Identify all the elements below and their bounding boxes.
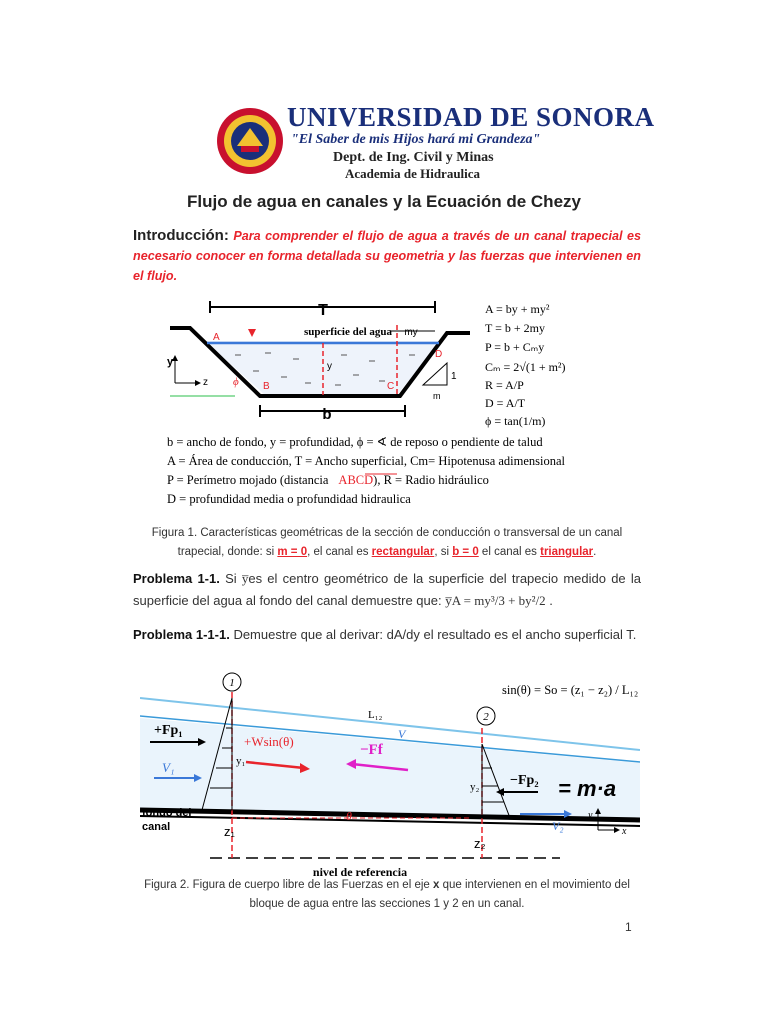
figure-1-caption: Figura 1. Características geométricas de la sección de conducción o transversal de un canal trapecial, donde: si m = 0, el canal es rectangular, si b = 0 el canal es triangular. bbox=[151, 527, 623, 558]
eq-hydraulic-radius: R = A/P bbox=[485, 378, 524, 392]
fig2-axis-y: y bbox=[588, 810, 593, 821]
force-fp2-label: −Fp₂ bbox=[510, 773, 539, 788]
label-b: b bbox=[322, 406, 332, 423]
figure-1-trapezoidal-section bbox=[165, 295, 645, 515]
eq-cm: Cₘ = 2√(1 + m²) bbox=[485, 360, 566, 374]
university-seal-logo bbox=[215, 106, 285, 176]
corner-c: C bbox=[387, 381, 395, 392]
letterhead bbox=[215, 100, 655, 181]
depth-y1-label: y₁ bbox=[236, 755, 246, 767]
problem-1-1-1-label: Problema 1-1-1. bbox=[133, 627, 230, 642]
intro-text: Para comprender el flujo de agua a través de un canal trapecial es necesario conocer en forma detallada su geometria y las fuerzas que intervienen en el flujo. bbox=[133, 229, 641, 283]
velocity-v1-label: V₁ bbox=[162, 760, 175, 775]
slope-label-1: 1 bbox=[451, 371, 457, 382]
symbol-definitions bbox=[167, 435, 566, 506]
eq-area: A = by + my² bbox=[485, 302, 550, 316]
z1-label: z₁ bbox=[224, 824, 235, 839]
introduction-paragraph bbox=[133, 226, 641, 286]
force-fp1-label: +Fp₁ bbox=[154, 723, 183, 738]
eq-phi: ϕ = tan(1/m) bbox=[485, 414, 546, 428]
velocity-v2-label: V₂ bbox=[552, 819, 564, 833]
corner-b: B bbox=[263, 381, 270, 392]
intro-label: Introducción: bbox=[133, 227, 229, 244]
z2-label: z₂ bbox=[474, 836, 486, 851]
problem-1-1-label: Problema 1-1. bbox=[133, 571, 220, 586]
svg-text:1: 1 bbox=[229, 677, 235, 689]
label-depth-y: y bbox=[327, 361, 332, 372]
slope-label-m: m bbox=[433, 391, 441, 401]
length-l12-label: L₁₂ bbox=[368, 709, 383, 721]
weight-component-label: +Wsin(θ) bbox=[244, 734, 294, 749]
problem-1-1-1: Problema 1-1-1. Demuestre que al derivar: dA/dy el resultado es el ancho superficial T. bbox=[133, 627, 637, 642]
fig2-axis-x: x bbox=[622, 826, 627, 837]
label-t: T bbox=[318, 302, 328, 319]
page-number: 1 bbox=[625, 920, 632, 934]
document-title: Flujo de agua en canales y la Ecuación de Chezy bbox=[187, 192, 581, 211]
axis-z-label: z bbox=[203, 377, 208, 388]
eq-hydraulic-depth: D = A/T bbox=[485, 396, 526, 410]
university-name: UNIVERSIDAD DE SONORA bbox=[287, 102, 655, 132]
friction-force-label: −Ff bbox=[360, 742, 383, 758]
channel-bottom-label-2: canal bbox=[142, 821, 171, 833]
eq-top-width: T = b + 2my bbox=[485, 321, 545, 335]
velocity-v-label: V bbox=[398, 727, 406, 741]
label-phi: ϕ bbox=[233, 376, 239, 388]
def-line-3: P = Perímetro mojado (distancia ABCD), R = Radio hidráulico bbox=[167, 473, 489, 487]
water-level-marker-icon bbox=[248, 329, 256, 337]
def-line-2: A = Área de conducción, T = Ancho superficial, Cm= Hipotenusa adimensional bbox=[167, 454, 566, 468]
eq-perimeter: P = b + Cₘy bbox=[485, 340, 545, 354]
figure-2-free-body-diagram bbox=[140, 668, 640, 878]
slope-triangle bbox=[423, 363, 447, 385]
department-name: Dept. de Ing. Civil y Minas bbox=[333, 150, 494, 165]
reference-level-label: nivel de referencia bbox=[312, 865, 408, 878]
svg-text:2: 2 bbox=[483, 711, 489, 723]
channel-bottom-label-1: fondo del bbox=[142, 807, 192, 819]
figure-2-caption: Figura 2. Figura de cuerpo libre de las Fuerzas en el eje x que intervienen en el movimiento del bloque de agua entre las secciones 1 y 2 en un canal. bbox=[144, 879, 630, 910]
def-line-4: D = profundidad media o profundidad hidraulica bbox=[167, 492, 411, 506]
corner-a: A bbox=[213, 332, 220, 343]
corner-d: D bbox=[435, 349, 443, 360]
centroid-formula: y̅A = my³/3 + by²/2 bbox=[445, 593, 546, 608]
academy-name: Academia de Hidraulica bbox=[345, 166, 481, 181]
slope-equation: sin(θ) = So = (z₁ − z₂) / L₁₂ bbox=[502, 683, 639, 697]
label-my: my bbox=[404, 327, 418, 338]
problem-1-1: Problema 1-1. Si y̅es el centro geométrico de la superficie del trapecio medido de la superficie del agua al fondo del canal demuestre que: y̅A = my³/3 + by²/2 . bbox=[133, 571, 641, 608]
newton-second-law-label: = m·a bbox=[558, 776, 617, 801]
university-motto: "El Saber de mis Hijos hará mi Grandeza" bbox=[291, 132, 541, 147]
depth-y2-label: y₂ bbox=[470, 781, 480, 793]
geometry-equations bbox=[485, 302, 566, 428]
def-line-1: b = ancho de fondo, y = profundidad, ϕ = ∢ de reposo o pendiente de talud bbox=[167, 435, 543, 449]
theta-label: θ bbox=[346, 809, 352, 823]
axis-y-label: y bbox=[167, 356, 174, 368]
label-surface: superficie del agua bbox=[304, 326, 392, 338]
